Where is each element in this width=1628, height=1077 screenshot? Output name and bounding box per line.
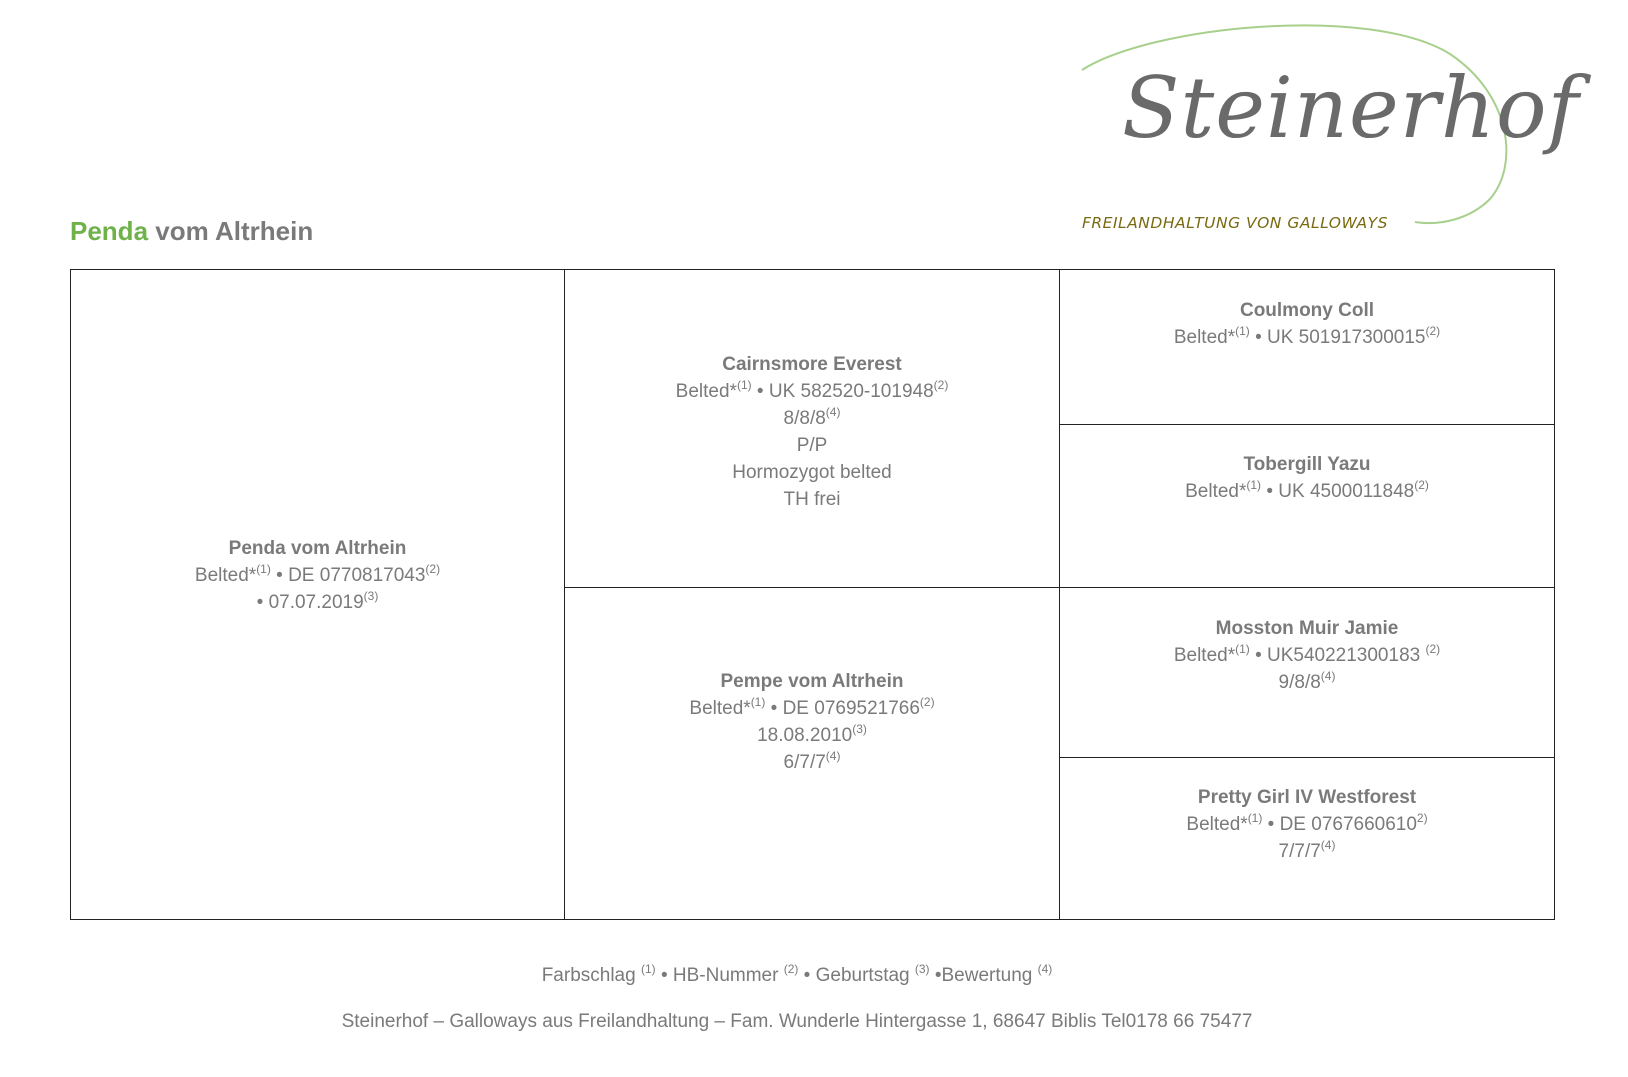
pedigree-dam-sire bbox=[1060, 588, 1554, 758]
sire-name: Cairnsmore Everest bbox=[722, 354, 902, 375]
sire-th: TH frei bbox=[783, 489, 841, 510]
animal-details: Belted*$^{(1)}$ • DE 0770817043$^{(2)}$ bbox=[194, 562, 441, 586]
pedigree-sire-dam bbox=[1060, 425, 1554, 588]
dam-dam-details: Belted*$^{(1)}$ • DE 0767660610$^{2)}$ bbox=[1186, 811, 1428, 835]
pedigree-sire bbox=[565, 270, 1060, 588]
logo-tagline: FREILANDHALTUNG VON GALLOWAYS bbox=[1082, 214, 1388, 232]
pedigree-sire-sire bbox=[1060, 270, 1554, 425]
sire-sire-details: Belted*$^{(1)}$ • UK 501917300015$^{(2)}$ bbox=[1173, 324, 1441, 348]
title-first-name: Penda bbox=[70, 216, 149, 246]
logo-wordmark: Steinerhof bbox=[1122, 59, 1580, 157]
animal-birth: • 07.07.2019$^{(3)}$ bbox=[256, 589, 379, 613]
dam-sire-rating: 9/8/8$^{(4)}$ bbox=[1278, 669, 1336, 693]
dam-details: Belted*$^{(1)}$ • DE 0769521766$^{(2)}$ bbox=[689, 695, 935, 719]
pedigree-animal bbox=[71, 270, 565, 919]
animal-name: Penda vom Altrhein bbox=[228, 538, 407, 559]
pedigree-table bbox=[70, 269, 1555, 920]
pedigree-dam bbox=[565, 588, 1060, 919]
legend: Farbschlag $^{(1)}$ • HB-Nummer $^{(2)}$ • Geburtstag $^{(3)}$ •Bewertung $^{(4)}$ bbox=[541, 962, 1053, 986]
dam-dam-name: Pretty Girl IV Westforest bbox=[1197, 787, 1417, 808]
sire-homozygot: Hormozygot belted bbox=[732, 462, 892, 483]
sire-dam-details: Belted*$^{(1)}$ • UK 4500011848$^{(2)}$ bbox=[1185, 478, 1429, 502]
title-rest: vom Altrhein bbox=[155, 216, 314, 246]
dam-name: Pempe vom Altrhein bbox=[720, 671, 904, 692]
steinerhof-logo bbox=[1070, 14, 1580, 234]
sire-rating: 8/8/8$^{(4)}$ bbox=[783, 405, 841, 429]
sire-sire-name: Coulmony Coll bbox=[1239, 300, 1375, 321]
dam-birth: 18.08.2010$^{(3)}$ bbox=[757, 722, 867, 746]
dam-dam-rating: 7/7/7$^{(4)}$ bbox=[1278, 838, 1336, 862]
sire-poll: P/P bbox=[796, 435, 828, 456]
dam-sire-name: Mosston Muir Jamie bbox=[1215, 618, 1399, 639]
sire-dam-name: Tobergill Yazu bbox=[1243, 454, 1371, 475]
footer-address: Steinerhof – Galloways aus Freilandhaltung – Fam. Wunderle Hintergasse 1, 68647 Biblis Tel0178 66 75477 bbox=[341, 1011, 1253, 1032]
pedigree-dam-dam bbox=[1060, 758, 1554, 919]
sire-details: Belted*$^{(1)}$ • UK 582520-101948$^{(2)}$ bbox=[675, 378, 949, 402]
dam-rating: 6/7/7$^{(4)}$ bbox=[783, 749, 841, 773]
dam-sire-details: Belted*$^{(1)}$ • UK540221300183 $^{(2)}$ bbox=[1173, 642, 1441, 666]
page-title bbox=[70, 216, 313, 247]
